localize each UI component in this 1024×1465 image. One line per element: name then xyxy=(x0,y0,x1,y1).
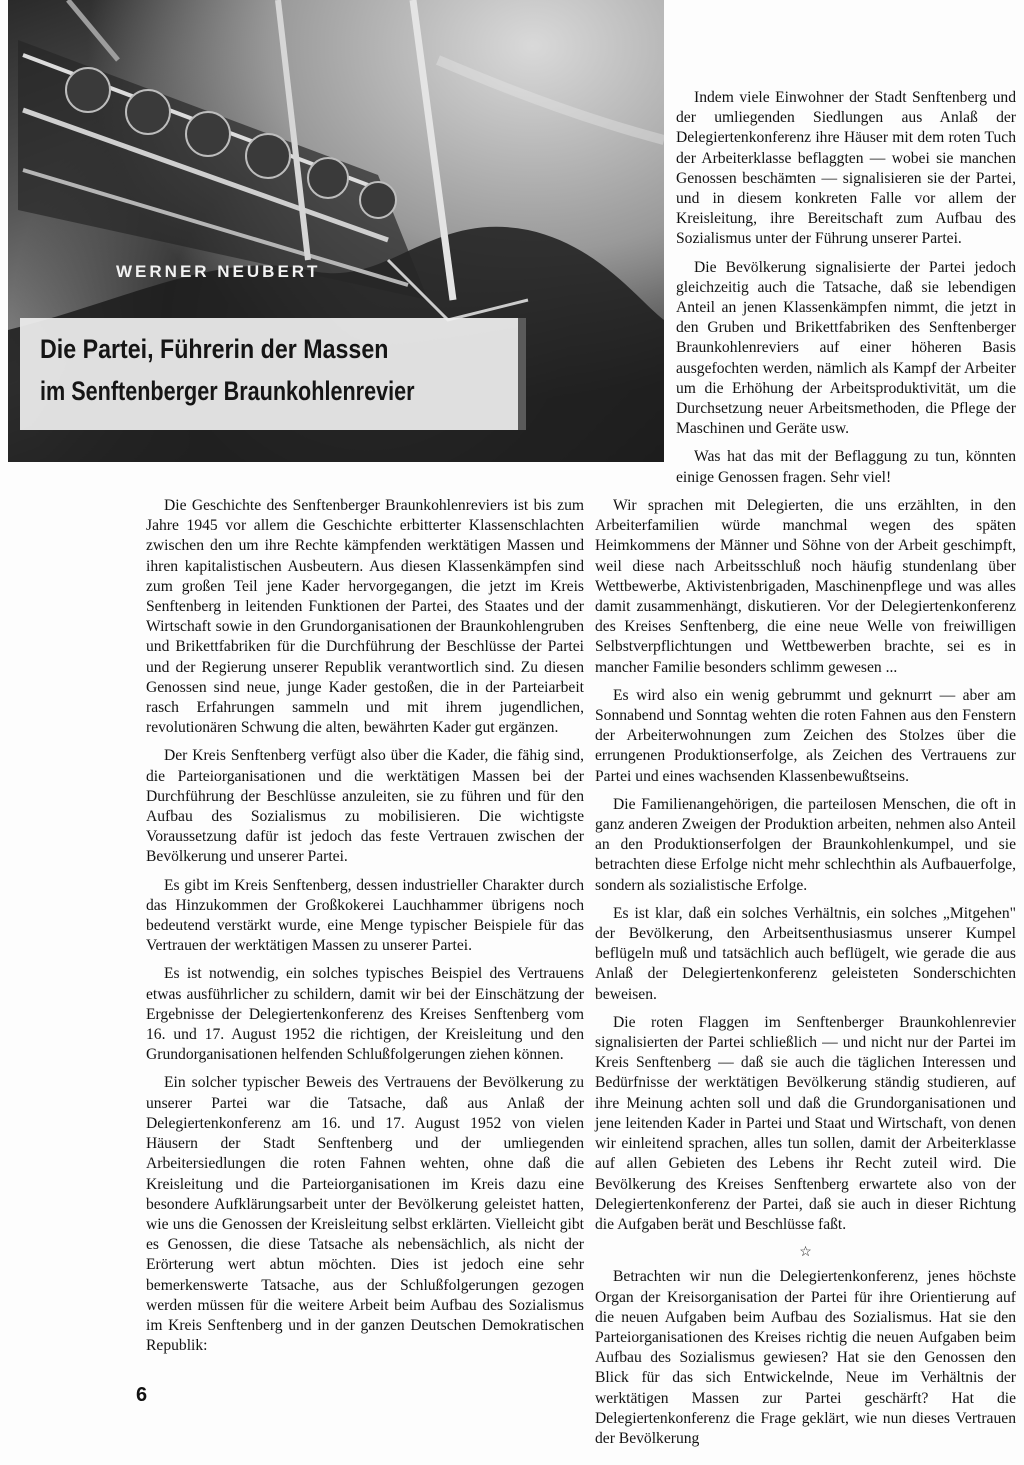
left-column xyxy=(146,496,584,1364)
title-panel xyxy=(20,318,526,430)
paragraph: Es wird also ein wenig gebrummt und geknurrt — aber am Sonnabend und Sonntag wehten die roten Fahnen aus den Fenstern der Arbeiterwohnungen zum Zeichen des Stolzes über die errungenen Produktionserfolge, als Zeichen des Vertrauens zur Partei und eines wachsenden Klassenbewußtseins. xyxy=(595,686,1016,785)
article-title-line-1: Die Partei, Führerin der Massen xyxy=(40,334,389,364)
right-column xyxy=(595,496,1016,1457)
paragraph: Die Familienangehörigen, die parteilosen Menschen, die oft in ganz anderen Zweigen der Produktion arbeiten, nehmen also Anteil an den Produktionserfolgen der Braunkohlenkumpel, und sie betrachten diese Erfolge nicht mehr schlechthin als Aufbauerfolge, sondern als sozialistische Erfolge. xyxy=(595,795,1016,894)
section-separator-star-icon: ☆ xyxy=(799,1245,812,1261)
paragraph: Die roten Flaggen im Senftenberger Braunkohlenrevier signalisierten der Partei schließlich — und nicht nur der Partei im Kreis Senftenberg — daß sie auch die täglichen Interessen und Bedürfnisse der werktätigen Bevölkerung ständig studieren, auf ihre Meinung achten soll und daß die Grundorganisationen und jene leitenden Kader in Partei und Staat und Wirtschaft, von denen wir einleitend sprachen, alles tun sollen, damit der Arbeiterklasse auf allen Gebieten des Lebens ihr Recht zuteil wird. Die Bevölkerung des Kreises Senftenberg erwartete also von der Delegiertenkonferenz der Partei, daß sie auch in dieser Richtung die Aufgaben berät und Beschlüsse faßt. xyxy=(595,1013,1016,1233)
paragraph: Die Bevölkerung signalisierte der Partei jedoch gleichzeitig auch die Tatsache, daß sie lebendigen Anteil an jenen Klassenkämpfen nimmt, die jetzt in den Gruben und Brikettfabriken des Senftenberger Braunkohlenreviers auf einer höheren Basis ausgefochten werden, nämlich als Kampf der Arbeiter um die Erhöhung der Arbeitsproduktivität, um die Durchsetzung neuer Arbeitsmethoden, die Pflege der Maschinen und Geräte usw. xyxy=(676,258,1016,438)
paragraph: Indem viele Einwohner der Stadt Senftenberg und der umliegenden Siedlungen aus Anlaß der Delegiertenkonferenz ihre Häuser mit dem roten Tuch der Arbeiterklasse beflaggten — wobei sie manchen Genossen beschämten — signalisieren sie der Partei, und in diesem konkreten Falle vor allem der Kreisleitung, ihre Bereitschaft zum Aufbau des Sozialismus unter der Führung unserer Partei. xyxy=(676,89,1016,248)
paragraph: Ein solcher typischer Beweis des Vertrauens der Bevölkerung zu unserer Partei war die Tatsache, daß aus Anlaß der Delegiertenkonferenz am 16. und 17. August 1952 von vielen Häusern der Stadt Senftenberg und der umliegenden Arbeitersiedlungen die roten Fahnen wehten, ohne daß die Kreisleitung und die Parteiorganisationen im Kreis dazu eine besondere Aufklärungsarbeit unter der Bevölkerung geleistet hatten, wie uns die Genossen der Kreisleitung selbst erklärten. Vielleicht gibt es Genossen, die diese Tatsache als nebensächlich, als nicht der Erörterung wert abtun möchten. Dies ist jedoch eine sehr bemerkenswerte Tatsache, aus der Schlußfolgerungen gezogen werden müssen für die weitere Arbeit beim Aufbau des Sozialismus im Kreis Senftenberg und in der ganzen Deutschen Demokratischen Republik: xyxy=(146,1074,584,1355)
article-title-line-2: im Senftenberger Braunkohlenrevier xyxy=(40,376,415,406)
header-photo-conveyor xyxy=(8,0,664,462)
paragraph: Die Geschichte des Senftenberger Braunkohlenreviers ist bis zum Jahre 1945 vor allem die Geschichte erbitterter Klassenschlachten zwischen den um ihre Rechte kämpfenden werktätigen Massen und ihren kapitalistischen Ausbeutern. Aus diesen Klassenkämpfen sind zum großen Teil jene Kader hervorgegangen, die jetzt im Kreis Senftenberg in leitenden Funktionen der Partei, des Staates und der Wirtschaft sowie in den Grundorganisationen der Braunkohlengruben und Brikettfabriken für die Durchführung der Beschlüsse der Partei und der Regierung unserer Republik verantwortlich sind. Zu diesen Genossen sind neue, junge Kader gestoßen, die in der Parteiarbeit rasch Erfahrungen sammeln und mit ihrem jugendlichen, revolutionären Schwung die alten, bewährten Kader gut ergänzen. xyxy=(146,497,584,737)
paragraph: Der Kreis Senftenberg verfügt also über die Kader, die fähig sind, die Parteiorganisationen und die werktätigen Massen bei der Durchführung der Beschlüsse anzuleiten, sie zu führen und für den Aufbau des Sozialismus zu mobilisieren. Die wichtigste Voraussetzung dafür ist jedoch das feste Vertrauen zwischen der Bevölkerung und unserer Partei. xyxy=(146,747,584,866)
paragraph: Es ist notwendig, ein solches typisches Beispiel des Vertrauens etwas ausführlicher zu schildern, damit wir bei der Einschätzung der Ergebnisse der Delegiertenkonferenz des Kreises Senftenberg vom 16. und 17. August 1952 die richtigen, der Kreisleitung und den Grundorganisationen helfenden Schlußfolgerungen ziehen können. xyxy=(146,965,584,1064)
paragraph: Wir sprachen mit Delegierten, die uns erzählten, in den Arbeiterfamilien würde manchmal wegen des späten Heimkommens der Männer und Söhne von der Arbeit geschimpft, weil diese nach Arbeitsschluß noch häufig stundenlang über Wettbewerbe, Aktivistenbrigaden, Maschinenpflege und was alles damit zusammenhängt, diskutieren. Vor der Delegiertenkonferenz des Kreises Senftenberg, die eine neue Welle von freiwilligen Selbstverpflichtungen und Wettbewerben brachte, sei es in mancher Familie besonders schlimm gewesen ... xyxy=(595,497,1016,676)
paragraph: Es ist klar, daß ein solches Verhältnis, ein solches „Mitgehen" der Bevölkerung, den Arbeitsenthusiasmus unserer Kumpel beflügeln muß und tatsächlich auch beflügelt, wie gerade die aus Anlaß der Delegiertenkonferenz geleisteten Sonderschichten beweisen. xyxy=(595,904,1016,1003)
paragraph: Betrachten wir nun die Delegiertenkonferenz, jenes höchste Organ der Kreisorganisation der Partei für ihre Orientierung auf die neuen Aufgaben beim Aufbau des Sozialismus. Hat sie den Parteiorganisationen des Kreises richtig die neuen Aufgaben beim Aufbau des Sozialismus gewiesen? Hat sie den Genossen den Blick für das sich Entwickelnde, Neue im Verhältnis der werktätigen Massen zur Partei geschärft? Hat die Delegiertenkonferenz die Frage geklärt, wie nun dieses Vertrauen der Bevölkerung xyxy=(595,1268,1016,1447)
top-right-column xyxy=(676,88,1016,496)
paragraph: Es gibt im Kreis Senftenberg, dessen industrieller Charakter durch das Hinzukommen der Großkokerei Lauchhammer übrigens noch bedeutend verstärkt wurde, eine Menge typischer Beispiele für das Vertrauen der werktätigen Massen zu unserer Partei. xyxy=(146,876,584,955)
author-name: WERNER NEUBERT xyxy=(116,262,321,281)
paragraph: Was hat das mit der Beflaggung zu tun, könnten einige Genossen fragen. Sehr viel! xyxy=(676,448,1016,486)
page-number: 6 xyxy=(136,1384,148,1406)
